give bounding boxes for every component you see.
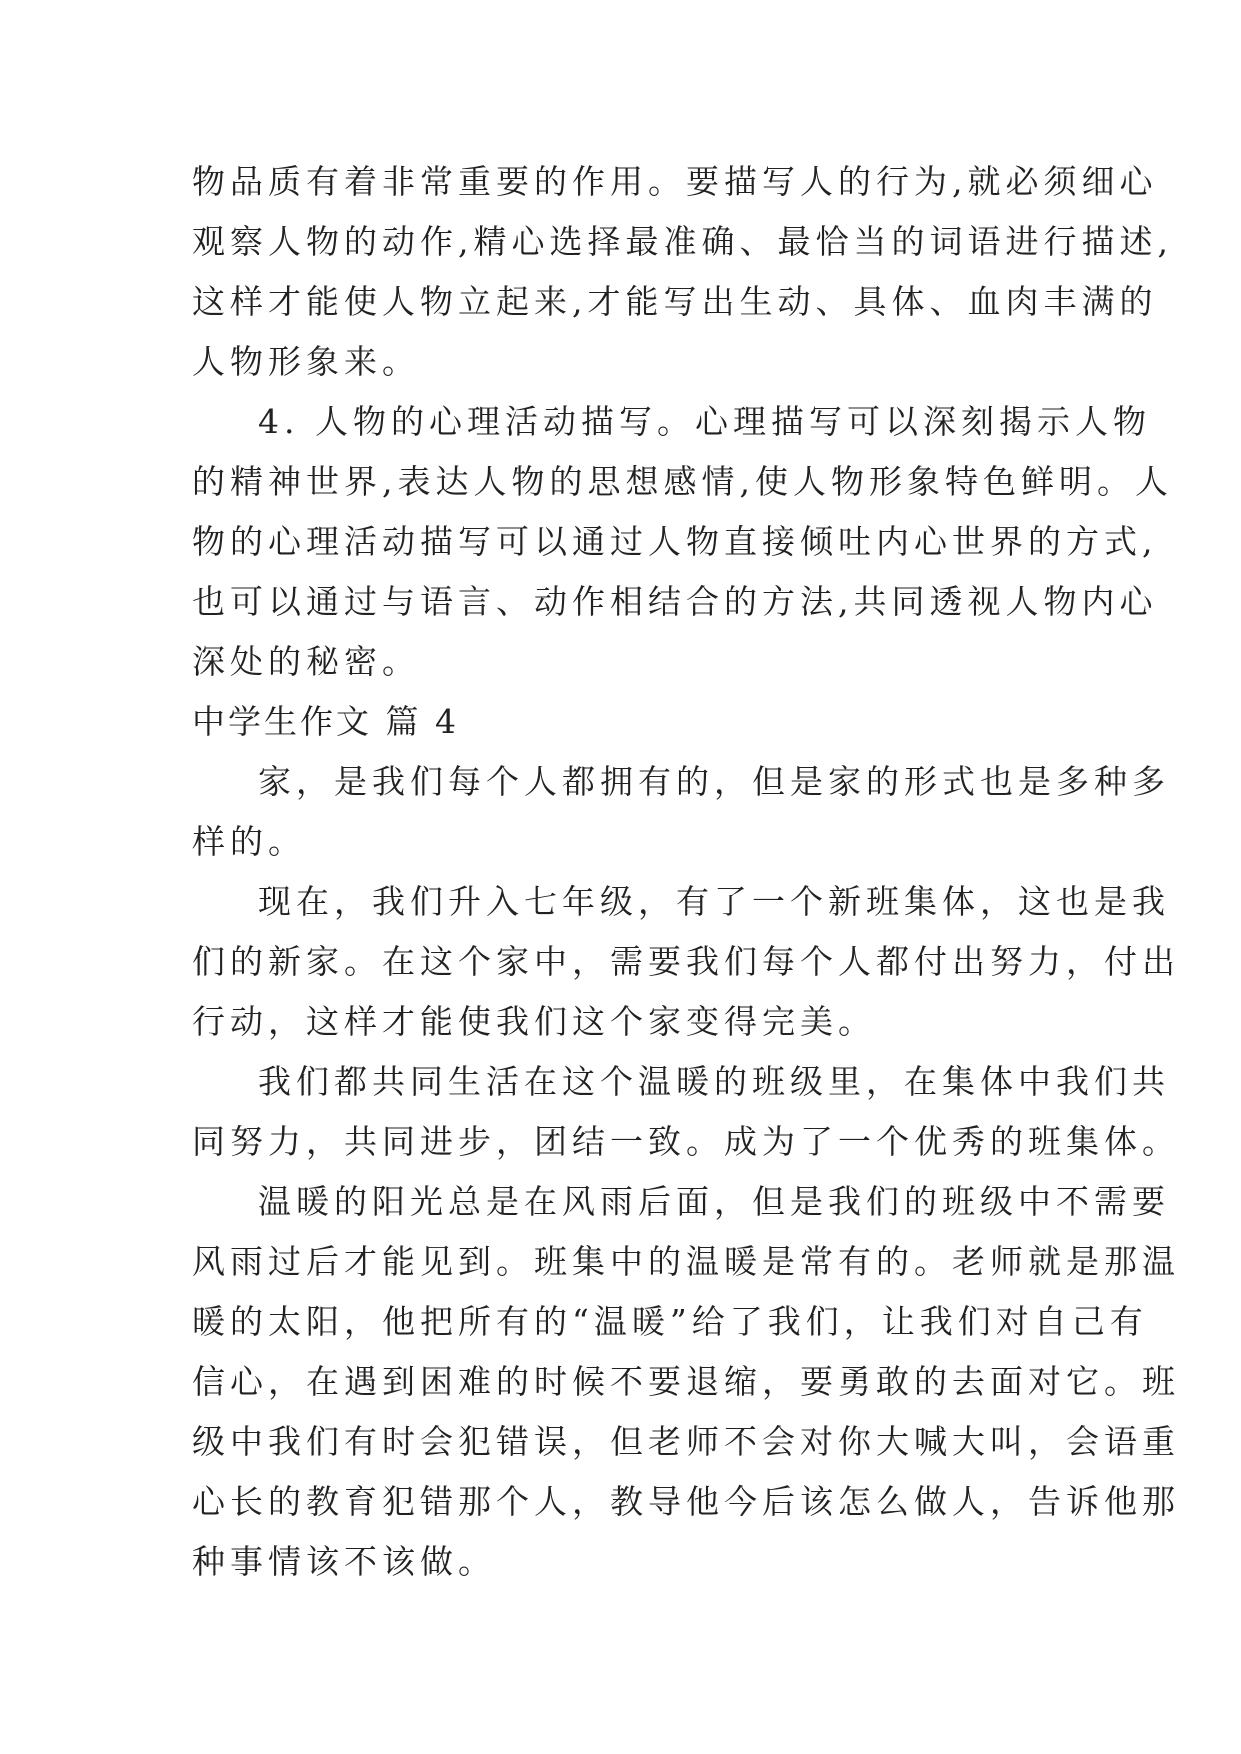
text-line: 级中我们有时会犯错误，但老师不会对你大喊大叫，会语重 — [192, 1422, 1180, 1461]
text-line: 同努力，共同进步，团结一致。成为了一个优秀的班集体。 — [192, 1122, 1180, 1161]
text-line: 物的心理活动描写可以通过人物直接倾吐内心世界的方式, — [192, 522, 1158, 561]
text-line: 信心，在遇到困难的时候不要退缩，要勇敢的去面对它。班 — [192, 1362, 1180, 1401]
text-line: 心长的教育犯错那个人，教导他今后该怎么做人，告诉他那 — [192, 1482, 1180, 1521]
text-line: 人物形象来。 — [192, 342, 420, 381]
text-line: 物品质有着非常重要的作用。要描写人的行为,就必须细心 — [192, 162, 1158, 201]
paragraph-first-line: 家，是我们每个人都拥有的，但是家的形式也是多种多 — [258, 762, 1170, 801]
paragraph-first-line: 我们都共同生活在这个温暖的班级里，在集体中我们共 — [258, 1062, 1170, 1101]
paragraph-first-line: 4. 人物的心理活动描写。心理描写可以深刻揭示人物 — [258, 402, 1151, 441]
text-line: 行动，这样才能使我们这个家变得完美。 — [192, 1002, 876, 1041]
text-line: 风雨过后才能见到。班集中的温暖是常有的。老师就是那温 — [192, 1242, 1180, 1281]
text-line: 的精神世界,表达人物的思想感情,使人物形象特色鲜明。人 — [192, 462, 1173, 501]
section-heading: 中学生作文 篇 4 — [192, 702, 459, 741]
paragraph-first-line: 现在，我们升入七年级，有了一个新班集体，这也是我 — [258, 882, 1170, 921]
text-line: 深处的秘密。 — [192, 642, 420, 681]
text-line: 种事情该不该做。 — [192, 1542, 496, 1581]
text-line: 暖的太阳，他把所有的“温暖”给了我们，让我们对自己有 — [192, 1302, 1148, 1341]
document-body — [192, 152, 1180, 1592]
text-line: 也可以通过与语言、动作相结合的方法,共同透视人物内心 — [192, 582, 1158, 621]
paragraph-first-line: 温暖的阳光总是在风雨后面，但是我们的班级中不需要 — [258, 1182, 1170, 1221]
text-line: 们的新家。在这个家中，需要我们每个人都付出努力，付出 — [192, 942, 1180, 981]
text-line: 观察人物的动作,精心选择最准确、最恰当的词语进行描述, — [192, 222, 1173, 261]
text-line: 样的。 — [192, 822, 306, 861]
text-line: 这样才能使人物立起来,才能写出生动、具体、血肉丰满的 — [192, 282, 1158, 321]
